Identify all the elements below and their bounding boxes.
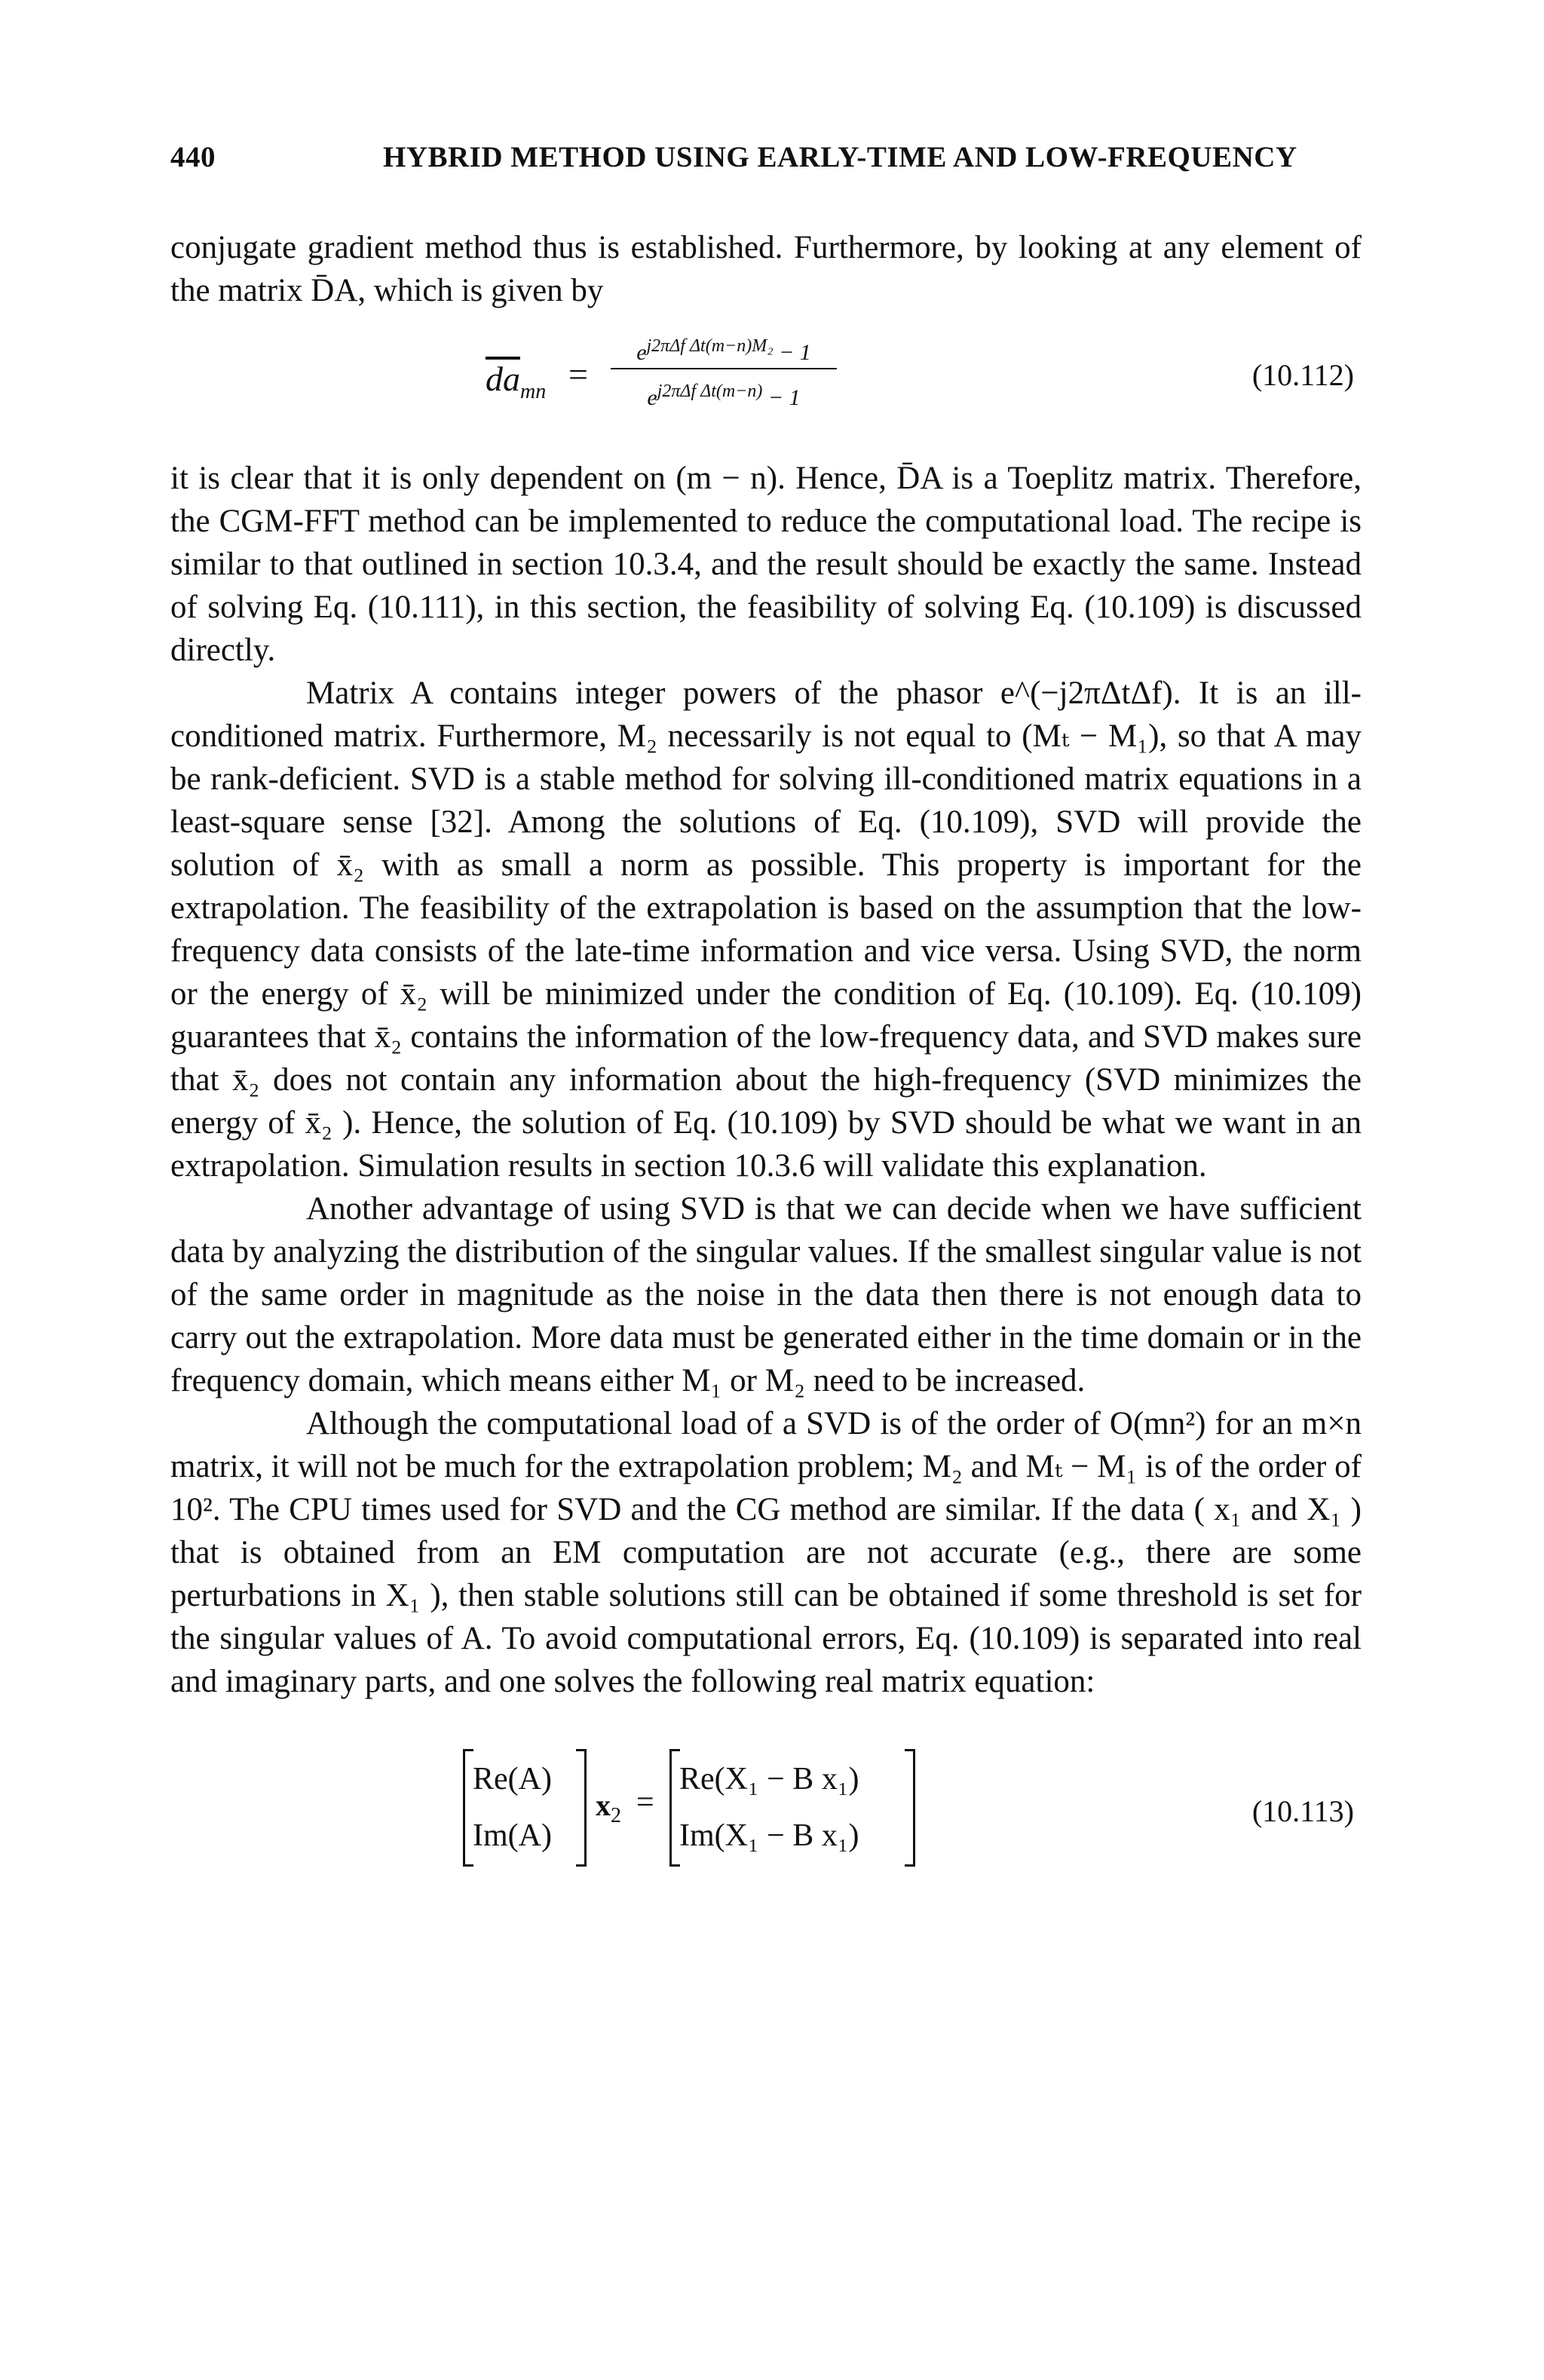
unknown-vector: $x_2$ — [596, 1788, 621, 1827]
paragraph-3: Matrix A contains integer powers of the phasor e^(−j2πΔtΔf). It is an ill-conditioned matrix. Furthermore, M₂ necessarily is not equal to (Mₜ − M₁), so that A may be rank-deficient. SVD is a stable method for solving ill-conditioned matrix equations in a least-square sense [32]. Among the solutions of Eq. (10.109), SVD will provide the solution of x̄₂ with as small a norm as possible. This property is important for the extrapolation. The feasibility of the extrapolation is based on the assumption that the low-frequency data consists of the late-time information and vice versa. Using SVD, the norm or the energy of x̄₂ will be minimized under the condition of Eq. (10.109). Eq. (10.109) guarantees that x̄₂ contains the information of the low-frequency data, and SVD makes sure that x̄₂ does not contain any information about the high-frequency (SVD minimizes the energy of x̄₂ ). Hence, the solution of Eq. (10.109) by SVD should be what we want in an extrapolation. Simulation results in section 10.3.6 will validate this explanation. — [170, 675, 1362, 1184]
lhs-matrix — [463, 1751, 587, 1864]
matrix-row: Re(X₁ − B x₁) — [679, 1762, 859, 1796]
equation-10-112 — [170, 327, 1362, 440]
equation-lhs: $\overline{da}_{mn}$ — [486, 360, 547, 404]
paragraph-1: conjugate gradient method thus is established. Furthermore, by looking at any element of the matrix D̄A, which is given by — [170, 230, 1362, 308]
denominator: $e^{j2\pi\Delta f \Delta t(m-n)} - 1$ — [647, 381, 801, 410]
paragraph-5: Although the computational load of a SVD is of the order of O(mn²) for an m×n matrix, it will not be much for the extrapolation problem; M₂ and Mₜ − M₁ is of the order of 10². The CPU times used for SVD and the CG method are similar. If the data ( x₁ and X₁ ) that is obtained from an EM computation are not accurate (e.g., there are some perturbations in X₁ ), then stable solutions still can be obtained if some threshold is set for the singular values of A. To avoid computational errors, Eq. (10.109) is separated into real and imaginary parts, and one solves the following real matrix equation: — [170, 1406, 1362, 1699]
equation-10-113 — [170, 1751, 1362, 1895]
body-text — [170, 226, 1362, 1895]
equals-sign: = — [636, 1785, 654, 1820]
numerator: $e^{j2\pi\Delta f \Delta t(m-n)M_2} - 1$ — [636, 336, 811, 365]
fraction — [611, 327, 837, 410]
running-title: HYBRID METHOD USING EARLY-TIME AND LOW-FREQUENCY — [383, 141, 1297, 173]
page-number: 440 — [170, 141, 216, 173]
equals-sign: = — [568, 355, 588, 394]
running-header — [170, 140, 1362, 185]
rhs-matrix — [669, 1751, 915, 1864]
equation-number: (10.112) — [1251, 358, 1354, 392]
matrix-row: Im(X₁ − B x₁) — [679, 1818, 859, 1853]
matrix-row: Re(A) — [473, 1762, 552, 1796]
matrix-row: Im(A) — [473, 1818, 552, 1853]
fraction-bar — [611, 368, 837, 369]
paragraph-2: it is clear that it is only dependent on (m − n). Hence, D̄A is a Toeplitz matrix. Therefore, the CGM-FFT method can be implemented to reduce the computational load. The recipe is similar to that outlined in section 10.3.4, and the result should be exactly the same. Instead of solving Eq. (10.111), in this section, the feasibility of solving Eq. (10.109) is discussed directly. — [170, 461, 1362, 668]
paragraph-4: Another advantage of using SVD is that we can decide when we have sufficient data by analyzing the distribution of the singular values. If the smallest singular value is not of the same order in magnitude as the noise in the data then there is not enough data to carry out the extrapolation. More data must be generated either in the time domain or in the frequency domain, which means either M₁ or M₂ need to be increased. — [170, 1191, 1362, 1398]
equation-number: (10.113) — [1251, 1794, 1354, 1828]
